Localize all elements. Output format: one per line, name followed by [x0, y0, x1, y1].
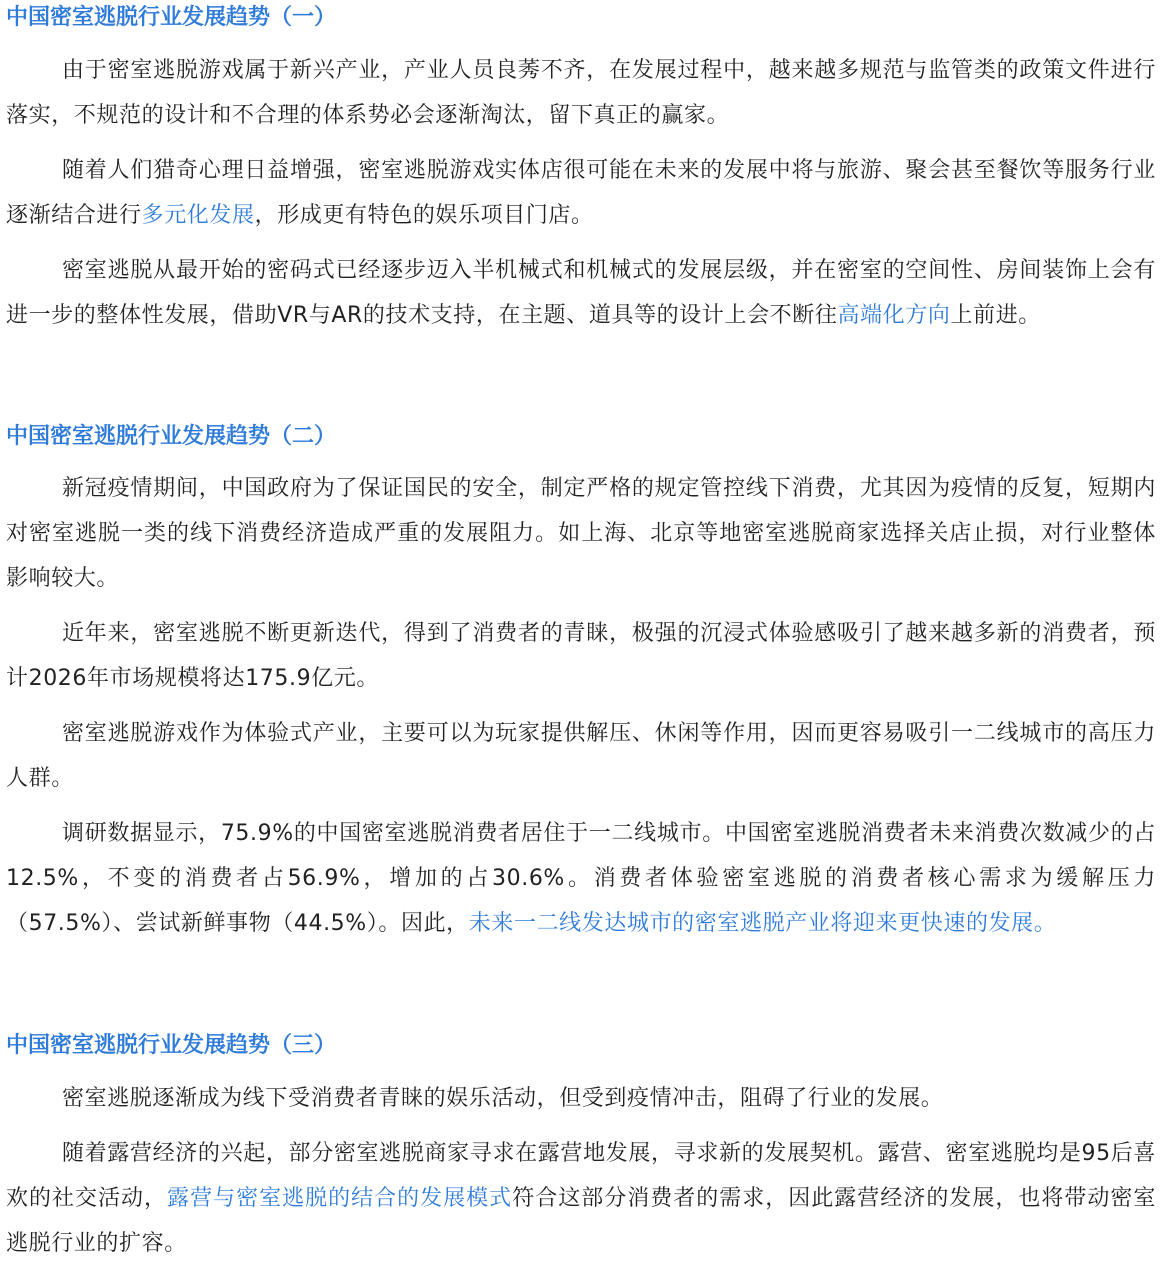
paragraph-text: ，形成更有特色的娱乐项目门店。: [254, 203, 594, 228]
highlight-high-end-direction: 高端化方向: [837, 303, 951, 328]
paragraph: 由于密室逃脱游戏属于新兴产业，产业人员良莠不齐，在发展过程中，越来越多规范与监管类的政策文件进行落实，不规范的设计和不合理的体系势必会逐渐淘汰，留下真正的赢家。: [6, 58, 1156, 128]
paragraph: [6, 248, 1156, 338]
paragraph-text: 密室逃脱从最开始的密码式已经逐步迈入半机械式和机械式的发展层级，并在密室的空间性、房间装饰上会有进一步的整体性发展，借助VR与AR的技术支持，在主题、道具等的设计上会不断往: [6, 258, 1156, 328]
paragraph: 密室逃脱游戏作为体验式产业，主要可以为玩家提供解压、休闲等作用，因而更容易吸引一二线城市的高压力人群。: [6, 721, 1156, 791]
paragraph-text: 随着露营经济的兴起，部分密室逃脱商家寻求在露营地发展，寻求新的发展契机。露营、密室逃脱均是95后喜欢的社交活动，: [6, 1141, 1156, 1211]
paragraph-text: 符合这部分消费者的需求，因此露营经济的发展，也将带动密室逃脱行业的扩容。: [6, 1186, 1156, 1256]
section-body-1: [6, 48, 1156, 338]
paragraph-text: 调研数据显示，75.9%的中国密室逃脱消费者居住于一二线城市。中国密室逃脱消费者未来消费次数减少的占12.5%，不变的消费者占56.9%，增加的占30.6%。消费者体验密室逃脱的消费者核心需求为缓解压力（57.5%）、尝试新鲜事物（44.5%）。因此，: [6, 821, 1156, 936]
paragraph-text: 随着人们猎奇心理日益增强，密室逃脱游戏实体店很可能在未来的发展中将与旅游、聚会甚至餐饮等服务行业逐渐结合进行: [6, 158, 1156, 228]
paragraph: [6, 148, 1156, 238]
paragraph-text: 上前进。: [950, 303, 1041, 328]
paragraph: 近年来，密室逃脱不断更新迭代，得到了消费者的青睐，极强的沉浸式体验感吸引了越来越多新的消费者，预计2026年市场规模将达175.9亿元。: [6, 621, 1156, 691]
paragraph: [6, 1131, 1156, 1266]
section-body-2: [6, 466, 1156, 946]
paragraph: [6, 811, 1156, 946]
section-heading-3: 中国密室逃脱行业发展趋势（三）: [6, 1033, 337, 1058]
highlight-camping-escape-model: 露营与密室逃脱的结合的发展模式: [167, 1186, 513, 1211]
highlight-first-second-tier-cities: 未来一二线发达城市的密室逃脱产业将迎来更快速的发展。: [468, 911, 1057, 936]
paragraph: 密室逃脱逐渐成为线下受消费者青睐的娱乐活动，但受到疫情冲击，阻碍了行业的发展。: [62, 1086, 944, 1111]
paragraph: 新冠疫情期间，中国政府为了保证国民的安全，制定严格的规定管控线下消费，尤其因为疫情的反复，短期内对密室逃脱一类的线下消费经济造成严重的发展阻力。如上海、北京等地密室逃脱商家选择关店止损，对行业整体影响较大。: [6, 476, 1156, 591]
highlight-diversified-development: 多元化发展: [141, 203, 255, 228]
section-heading-2: 中国密室逃脱行业发展趋势（二）: [6, 424, 337, 449]
section-heading-1: 中国密室逃脱行业发展趋势（一）: [6, 5, 337, 30]
section-body-3: [6, 1076, 1156, 1266]
